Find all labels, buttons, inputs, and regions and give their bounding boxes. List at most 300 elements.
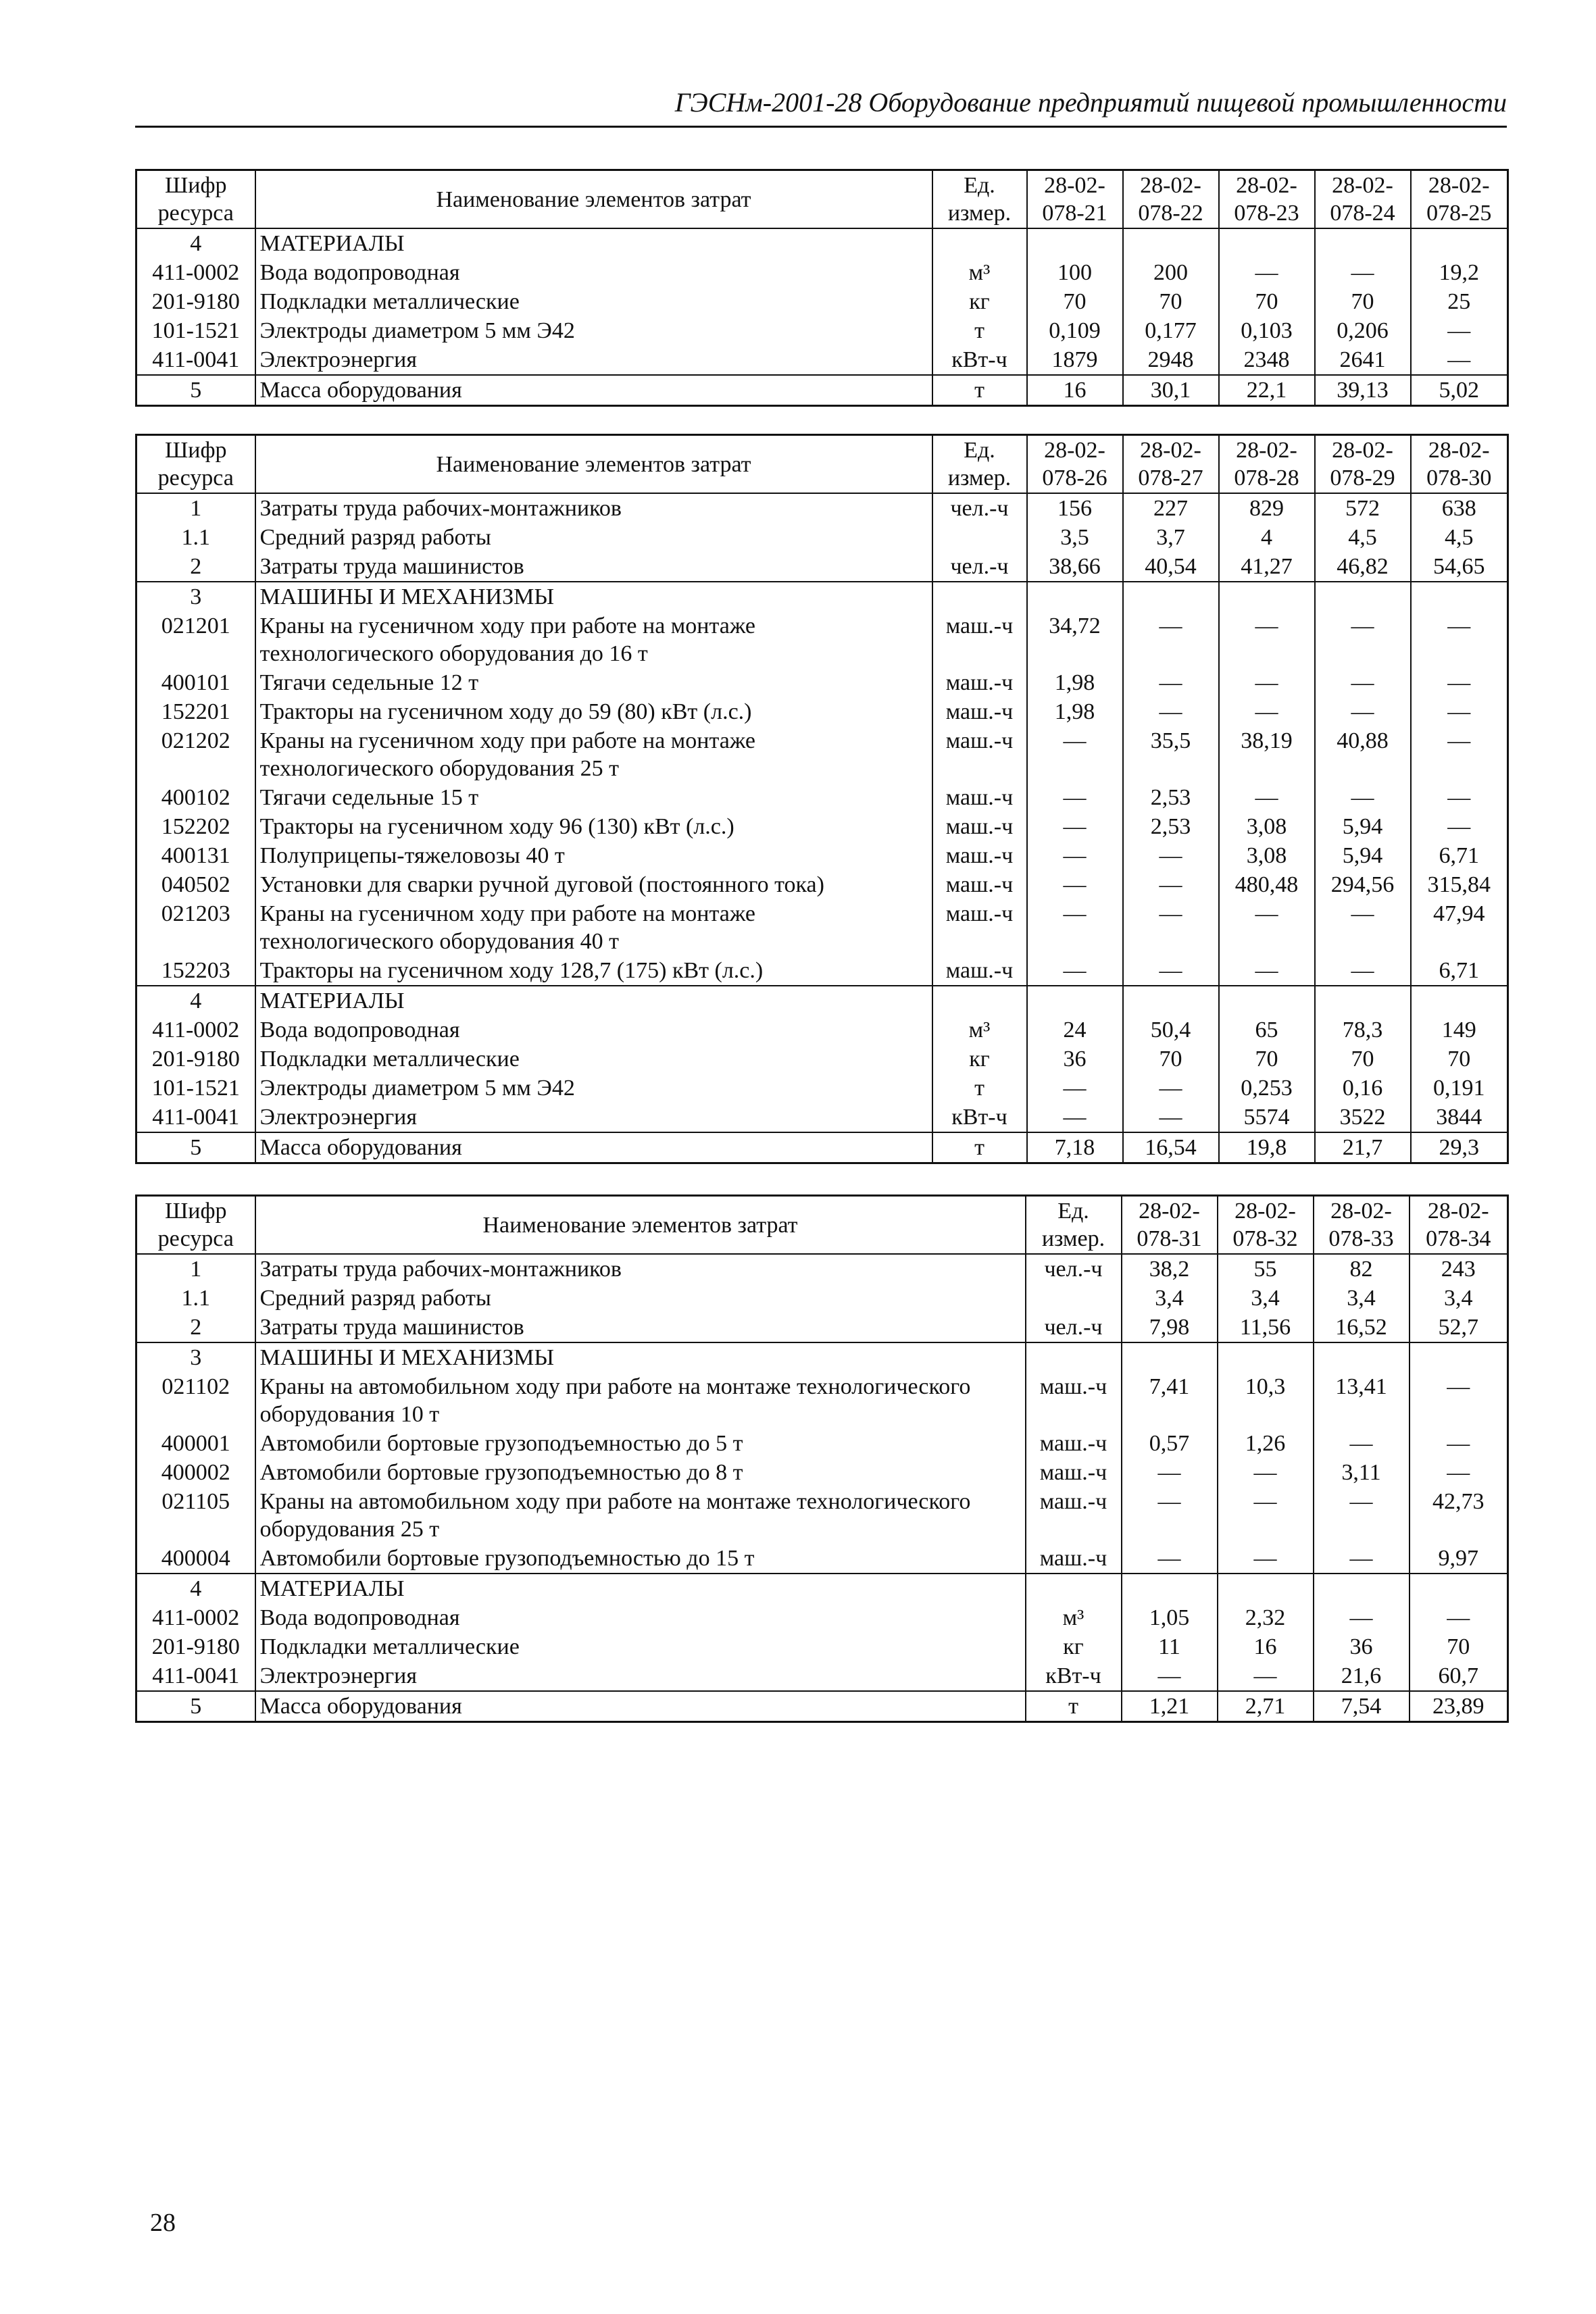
value-cell: — <box>1411 668 1508 697</box>
value-cell: — <box>1122 1544 1218 1574</box>
value-cell: 5574 <box>1219 1103 1315 1132</box>
rate-code-line2: 078-31 <box>1137 1226 1202 1251</box>
cost-element-name: Автомобили бортовые грузоподъемностью до 8 т <box>255 1458 1026 1487</box>
rate-code-line2: 078-28 <box>1234 466 1299 491</box>
value-cell: 315,84 <box>1411 870 1508 899</box>
value-cell: 29,3 <box>1411 1132 1508 1163</box>
value-cell: 78,3 <box>1315 1015 1411 1045</box>
value-cell: 19,8 <box>1219 1132 1315 1163</box>
value-cell: 294,56 <box>1315 870 1411 899</box>
value-cell: — <box>1122 1487 1218 1544</box>
unit-cell: маш.-ч <box>932 812 1027 841</box>
cost-element-name: Подкладки металлические <box>255 1045 932 1074</box>
header-unit-line1: Ед. <box>964 438 995 463</box>
header-rate-code <box>1410 1196 1508 1255</box>
value-cell: 243 <box>1410 1254 1508 1284</box>
resource-code: 411-0002 <box>136 258 255 287</box>
value-cell <box>1123 986 1219 1015</box>
value-cell: — <box>1315 611 1411 668</box>
value-cell: 1,26 <box>1218 1429 1314 1458</box>
table-row <box>136 1661 1508 1691</box>
cost-element-name: Вода водопроводная <box>255 1603 1026 1632</box>
table-row <box>136 668 1508 697</box>
unit-cell: маш.-ч <box>932 697 1027 726</box>
value-cell <box>1315 986 1411 1015</box>
table-row <box>136 1691 1508 1722</box>
value-cell: 7,41 <box>1122 1372 1218 1429</box>
value-cell: 5,94 <box>1315 841 1411 870</box>
value-cell: 7,54 <box>1314 1691 1410 1722</box>
unit-cell: т <box>1026 1691 1122 1722</box>
resource-code: 411-0041 <box>136 1103 255 1132</box>
resource-code: 411-0002 <box>136 1015 255 1045</box>
value-cell <box>1123 582 1219 611</box>
unit-cell: маш.-ч <box>1026 1458 1122 1487</box>
value-cell: 38,2 <box>1122 1254 1218 1284</box>
value-cell: 0,109 <box>1027 316 1123 345</box>
unit-cell: кг <box>932 287 1027 316</box>
value-cell: — <box>1314 1487 1410 1544</box>
value-cell: 3522 <box>1315 1103 1411 1132</box>
value-cell: 1879 <box>1027 345 1123 375</box>
header-unit-line1: Ед. <box>964 173 995 198</box>
resource-code: 101-1521 <box>136 1074 255 1103</box>
value-cell: — <box>1315 697 1411 726</box>
value-cell: — <box>1314 1544 1410 1574</box>
header-name: Наименование элементов затрат <box>255 170 932 229</box>
header-code-line1: Шифр <box>164 173 227 198</box>
page-number: 28 <box>150 2209 176 2237</box>
header-unit-line2: измер. <box>947 466 1012 491</box>
unit-cell: маш.-ч <box>932 783 1027 812</box>
resource-code: 101-1521 <box>136 316 255 345</box>
value-cell: 4,5 <box>1411 523 1508 552</box>
value-cell: 7,98 <box>1122 1313 1218 1342</box>
value-cell: — <box>1410 1458 1508 1487</box>
value-cell: 2,32 <box>1218 1603 1314 1632</box>
value-cell: 1,98 <box>1027 668 1123 697</box>
unit-cell: маш.-ч <box>1026 1487 1122 1544</box>
unit-cell: маш.-ч <box>932 841 1027 870</box>
resource-code: 4 <box>136 986 255 1015</box>
value-cell <box>1123 228 1219 258</box>
value-cell: 70 <box>1410 1632 1508 1661</box>
value-cell: 23,89 <box>1410 1691 1508 1722</box>
value-cell: 2348 <box>1219 345 1315 375</box>
value-cell: 39,13 <box>1315 375 1411 406</box>
value-cell: 38,66 <box>1027 552 1123 582</box>
value-cell: — <box>1219 899 1315 956</box>
value-cell: 6,71 <box>1411 841 1508 870</box>
table-row <box>136 1103 1508 1132</box>
value-cell: 0,206 <box>1315 316 1411 345</box>
resource-code: 152203 <box>136 956 255 986</box>
section-row <box>136 582 1508 611</box>
table-row <box>136 1045 1508 1074</box>
header-row <box>136 435 1508 494</box>
section-title: МАШИНЫ И МЕХАНИЗМЫ <box>255 1342 1026 1372</box>
value-cell: — <box>1315 258 1411 287</box>
value-cell <box>1411 582 1508 611</box>
rate-code-line1: 28-02- <box>1140 438 1201 463</box>
cost-element-name: Краны на гусеничном ходу при работе на монтаже технологического оборудования 40 т <box>255 899 932 956</box>
unit-cell: маш.-ч <box>1026 1544 1122 1574</box>
header-code-line2: ресурса <box>157 1226 234 1251</box>
rate-code-line1: 28-02- <box>1139 1199 1200 1224</box>
resource-code: 400004 <box>136 1544 255 1574</box>
section-row <box>136 1342 1508 1372</box>
header-code-line2: ресурса <box>157 201 234 226</box>
unit-cell <box>932 986 1027 1015</box>
resource-code: 1.1 <box>136 523 255 552</box>
section-title: МАШИНЫ И МЕХАНИЗМЫ <box>255 582 932 611</box>
value-cell <box>1411 986 1508 1015</box>
unit-cell: т <box>932 1132 1027 1163</box>
cost-element-name: Автомобили бортовые грузоподъемностью до 15 т <box>255 1544 1026 1574</box>
value-cell: 2948 <box>1123 345 1219 375</box>
unit-cell: маш.-ч <box>1026 1372 1122 1429</box>
value-cell: 2,53 <box>1123 812 1219 841</box>
cost-element-name: Тракторы на гусеничном ходу 96 (130) кВт (л.с.) <box>255 812 932 841</box>
value-cell: — <box>1027 1103 1123 1132</box>
value-cell: 829 <box>1219 493 1315 523</box>
header-code <box>136 1196 255 1255</box>
value-cell: — <box>1219 611 1315 668</box>
value-cell: 3844 <box>1411 1103 1508 1132</box>
resource-code: 021105 <box>136 1487 255 1544</box>
value-cell: 40,88 <box>1315 726 1411 783</box>
value-cell: — <box>1027 812 1123 841</box>
value-cell: 10,3 <box>1218 1372 1314 1429</box>
unit-cell: маш.-ч <box>932 726 1027 783</box>
value-cell: — <box>1315 668 1411 697</box>
value-cell: — <box>1219 668 1315 697</box>
resource-code: 040502 <box>136 870 255 899</box>
table-row <box>136 493 1508 523</box>
table-row <box>136 870 1508 899</box>
header-rate-code <box>1411 170 1508 229</box>
value-cell: 3,7 <box>1123 523 1219 552</box>
rate-code-line1: 28-02- <box>1332 438 1393 463</box>
value-cell <box>1027 228 1123 258</box>
document-header: ГЭСНм-2001-28 Оборудование предприятий пищевой промышленности <box>674 87 1507 118</box>
value-cell: 16,52 <box>1314 1313 1410 1342</box>
resource-code: 411-0041 <box>136 1661 255 1691</box>
unit-cell: кг <box>1026 1632 1122 1661</box>
value-cell <box>1314 1342 1410 1372</box>
table-row <box>136 287 1508 316</box>
value-cell: 3,11 <box>1314 1458 1410 1487</box>
table-row <box>136 611 1508 668</box>
value-cell: 70 <box>1219 287 1315 316</box>
unit-cell: м³ <box>932 258 1027 287</box>
unit-cell <box>932 523 1027 552</box>
table-row <box>136 1254 1508 1284</box>
resource-code: 1.1 <box>136 1284 255 1313</box>
resource-code: 152202 <box>136 812 255 841</box>
value-cell: 54,65 <box>1411 552 1508 582</box>
rate-code-line2: 078-25 <box>1426 201 1492 226</box>
cost-element-name: Тракторы на гусеничном ходу до 59 (80) кВт (л.с.) <box>255 697 932 726</box>
table-row <box>136 1458 1508 1487</box>
value-cell: 70 <box>1315 1045 1411 1074</box>
value-cell: 3,4 <box>1218 1284 1314 1313</box>
value-cell: — <box>1411 726 1508 783</box>
value-cell: 4,5 <box>1315 523 1411 552</box>
cost-element-name: Масса оборудования <box>255 375 932 406</box>
value-cell: — <box>1218 1661 1314 1691</box>
value-cell: 638 <box>1411 493 1508 523</box>
value-cell: 7,18 <box>1027 1132 1123 1163</box>
value-cell: 3,4 <box>1122 1284 1218 1313</box>
value-cell: — <box>1314 1603 1410 1632</box>
value-cell: 2641 <box>1315 345 1411 375</box>
value-cell: 3,08 <box>1219 841 1315 870</box>
value-cell: 0,16 <box>1315 1074 1411 1103</box>
header-divider <box>135 126 1507 128</box>
resource-code: 4 <box>136 1574 255 1603</box>
cost-element-name: Средний разряд работы <box>255 523 932 552</box>
rate-code-line2: 078-23 <box>1234 201 1299 226</box>
value-cell: 22,1 <box>1219 375 1315 406</box>
value-cell: — <box>1314 1429 1410 1458</box>
resource-code: 400102 <box>136 783 255 812</box>
resource-code: 400001 <box>136 1429 255 1458</box>
cost-table-1 <box>135 169 1509 407</box>
table-row <box>136 899 1508 956</box>
resource-code: 411-0002 <box>136 1603 255 1632</box>
unit-cell: чел.-ч <box>932 493 1027 523</box>
resource-code: 201-9180 <box>136 287 255 316</box>
value-cell: 70 <box>1411 1045 1508 1074</box>
cost-element-name: Электроэнергия <box>255 1103 932 1132</box>
value-cell: 1,98 <box>1027 697 1123 726</box>
cost-element-name: Полуприцепы-тяжеловозы 40 т <box>255 841 932 870</box>
header-rate-code <box>1219 435 1315 494</box>
value-cell <box>1411 228 1508 258</box>
value-cell: 3,4 <box>1410 1284 1508 1313</box>
value-cell: — <box>1411 812 1508 841</box>
table-row <box>136 812 1508 841</box>
value-cell: 16 <box>1218 1632 1314 1661</box>
value-cell: — <box>1315 956 1411 986</box>
cost-element-name: Электроэнергия <box>255 1661 1026 1691</box>
value-cell: — <box>1027 899 1123 956</box>
value-cell: 2,71 <box>1218 1691 1314 1722</box>
value-cell: 149 <box>1411 1015 1508 1045</box>
value-cell: — <box>1122 1458 1218 1487</box>
unit-cell: т <box>932 316 1027 345</box>
section-row <box>136 228 1508 258</box>
resource-code: 4 <box>136 228 255 258</box>
value-cell: — <box>1027 956 1123 986</box>
value-cell: — <box>1123 1074 1219 1103</box>
value-cell: — <box>1218 1458 1314 1487</box>
table-row <box>136 1284 1508 1313</box>
value-cell <box>1410 1574 1508 1603</box>
value-cell: 47,94 <box>1411 899 1508 956</box>
value-cell: 60,7 <box>1410 1661 1508 1691</box>
value-cell: — <box>1411 611 1508 668</box>
value-cell: — <box>1123 956 1219 986</box>
value-cell: 50,4 <box>1123 1015 1219 1045</box>
value-cell: — <box>1411 697 1508 726</box>
value-cell: 24 <box>1027 1015 1123 1045</box>
unit-cell: кг <box>932 1045 1027 1074</box>
header-code-line1: Шифр <box>164 438 227 463</box>
rate-code-line2: 078-29 <box>1330 466 1395 491</box>
resource-code: 400002 <box>136 1458 255 1487</box>
unit-cell: т <box>932 375 1027 406</box>
header-rate-code <box>1315 435 1411 494</box>
value-cell: — <box>1410 1603 1508 1632</box>
value-cell: 25 <box>1411 287 1508 316</box>
section-title: МАТЕРИАЛЫ <box>255 1574 1026 1603</box>
cost-element-name: Затраты труда рабочих-монтажников <box>255 493 932 523</box>
cost-table-3 <box>135 1194 1509 1723</box>
table-row <box>136 1632 1508 1661</box>
rate-code-line2: 078-30 <box>1426 466 1492 491</box>
table-row <box>136 1487 1508 1544</box>
resource-code: 152201 <box>136 697 255 726</box>
resource-code: 1 <box>136 493 255 523</box>
header-code-line2: ресурса <box>157 466 234 491</box>
value-cell <box>1122 1342 1218 1372</box>
resource-code: 5 <box>136 375 255 406</box>
value-cell: 5,02 <box>1411 375 1508 406</box>
value-cell: 6,71 <box>1411 956 1508 986</box>
rate-code-line2: 078-34 <box>1426 1226 1491 1251</box>
resource-code: 400131 <box>136 841 255 870</box>
value-cell: — <box>1315 783 1411 812</box>
table-row <box>136 1372 1508 1429</box>
rate-code-line1: 28-02- <box>1332 173 1393 198</box>
resource-code: 021102 <box>136 1372 255 1429</box>
header-code-line1: Шифр <box>164 1199 227 1224</box>
value-cell: 1,21 <box>1122 1691 1218 1722</box>
unit-cell: маш.-ч <box>932 870 1027 899</box>
section-row <box>136 1574 1508 1603</box>
unit-cell <box>1026 1574 1122 1603</box>
value-cell: 227 <box>1123 493 1219 523</box>
value-cell: 70 <box>1123 1045 1219 1074</box>
resource-code: 2 <box>136 552 255 582</box>
cost-element-name: Масса оборудования <box>255 1691 1026 1722</box>
value-cell <box>1219 986 1315 1015</box>
value-cell <box>1122 1574 1218 1603</box>
cost-element-name: Вода водопроводная <box>255 1015 932 1045</box>
rate-code-line2: 078-22 <box>1138 201 1203 226</box>
value-cell: 13,41 <box>1314 1372 1410 1429</box>
value-cell: 0,103 <box>1219 316 1315 345</box>
resource-code: 201-9180 <box>136 1045 255 1074</box>
resource-code: 5 <box>136 1132 255 1163</box>
table-row <box>136 258 1508 287</box>
value-cell <box>1315 582 1411 611</box>
value-cell <box>1219 228 1315 258</box>
header-rate-code <box>1123 435 1219 494</box>
cost-element-name: Электроды диаметром 5 мм Э42 <box>255 316 932 345</box>
table-row <box>136 316 1508 345</box>
header-rate-code <box>1027 170 1123 229</box>
value-cell: — <box>1123 841 1219 870</box>
value-cell: 156 <box>1027 493 1123 523</box>
unit-cell <box>932 582 1027 611</box>
value-cell: 82 <box>1314 1254 1410 1284</box>
value-cell: 100 <box>1027 258 1123 287</box>
table-row <box>136 697 1508 726</box>
rate-code-line1: 28-02- <box>1428 173 1490 198</box>
value-cell: — <box>1122 1661 1218 1691</box>
section-title: МАТЕРИАЛЫ <box>255 228 932 258</box>
value-cell: 38,19 <box>1219 726 1315 783</box>
resource-code: 1 <box>136 1254 255 1284</box>
value-cell: 21,6 <box>1314 1661 1410 1691</box>
value-cell: — <box>1027 783 1123 812</box>
value-cell: — <box>1219 697 1315 726</box>
rate-code-line1: 28-02- <box>1235 1199 1296 1224</box>
value-cell: — <box>1027 1074 1123 1103</box>
header-name: Наименование элементов затрат <box>255 1196 1026 1255</box>
value-cell: — <box>1218 1544 1314 1574</box>
value-cell: 5,94 <box>1315 812 1411 841</box>
value-cell: 3,08 <box>1219 812 1315 841</box>
value-cell: 36 <box>1027 1045 1123 1074</box>
value-cell <box>1314 1574 1410 1603</box>
cost-element-name: Подкладки металлические <box>255 1632 1026 1661</box>
unit-cell: маш.-ч <box>932 668 1027 697</box>
cost-table-2 <box>135 434 1509 1164</box>
cost-element-name: Тягачи седельные 15 т <box>255 783 932 812</box>
value-cell: 21,7 <box>1315 1132 1411 1163</box>
table-row <box>136 552 1508 582</box>
cost-element-name: Автомобили бортовые грузоподъемностью до 5 т <box>255 1429 1026 1458</box>
value-cell: 0,253 <box>1219 1074 1315 1103</box>
header-rate-code <box>1315 170 1411 229</box>
table-row <box>136 1313 1508 1342</box>
unit-cell: маш.-ч <box>1026 1429 1122 1458</box>
unit-cell: кВт-ч <box>932 345 1027 375</box>
resource-code: 021201 <box>136 611 255 668</box>
section-row <box>136 986 1508 1015</box>
resource-code: 021203 <box>136 899 255 956</box>
value-cell: 4 <box>1219 523 1315 552</box>
cost-element-name: Краны на автомобильном ходу при работе на монтаже технологического оборудования 25 т <box>255 1487 1026 1544</box>
value-cell: 52,7 <box>1410 1313 1508 1342</box>
rate-code-line1: 28-02- <box>1236 173 1297 198</box>
table-row <box>136 783 1508 812</box>
value-cell: 16,54 <box>1123 1132 1219 1163</box>
cost-element-name: Затраты труда рабочих-монтажников <box>255 1254 1026 1284</box>
value-cell: — <box>1411 316 1508 345</box>
value-cell <box>1315 228 1411 258</box>
value-cell: 1,05 <box>1122 1603 1218 1632</box>
header-rate-code <box>1411 435 1508 494</box>
value-cell: 41,27 <box>1219 552 1315 582</box>
unit-cell <box>1026 1342 1122 1372</box>
value-cell: 0,191 <box>1411 1074 1508 1103</box>
resource-code: 021202 <box>136 726 255 783</box>
value-cell: — <box>1411 345 1508 375</box>
rate-code-line2: 078-24 <box>1330 201 1395 226</box>
value-cell: 42,73 <box>1410 1487 1508 1544</box>
value-cell: — <box>1219 956 1315 986</box>
value-cell: — <box>1410 1372 1508 1429</box>
table-row <box>136 841 1508 870</box>
header-unit <box>932 435 1027 494</box>
value-cell: 55 <box>1218 1254 1314 1284</box>
value-cell: 70 <box>1123 287 1219 316</box>
